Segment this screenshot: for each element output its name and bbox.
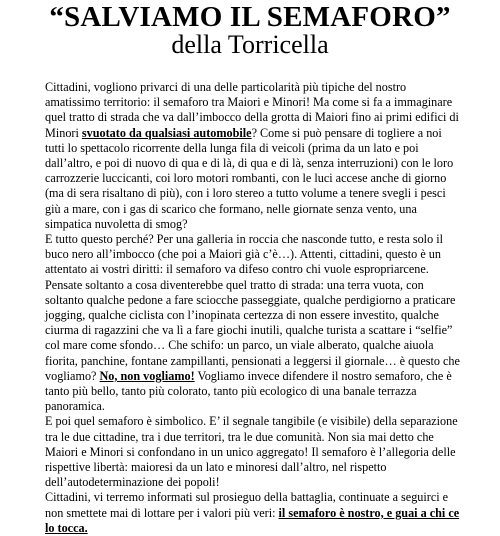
article-body <box>45 80 463 536</box>
emphasis-closing-slogan: il semaforo è nostro, e guai a chi ce lo tocca. <box>45 505 460 535</box>
paragraph-2-text-b: Vogliamo invece difendere il nostro semaforo, che è tanto più bello, tanto più colorato, tanto più ecologico di una banale terrazza panoramica. <box>45 368 452 414</box>
emphasis-no-we-dont: No, non vogliamo! <box>99 368 195 383</box>
emphasis-no-cars: svuotato da qualsiasi automobile <box>81 125 252 140</box>
paragraph-2 <box>45 232 463 414</box>
paragraph-1 <box>45 80 463 232</box>
paragraph-3: E poi quel semaforo è simbolico. E’ il segnale tangibile (e visibile) della separazione tra le due cittadine, tra i due territori, tra le due comunità. Non sia mai detto che Maiori e Minori si confondano in un unico aggregato! Il semaforo è l’allegoria delle rispettive libertà: maioresi da un lato e minoresi dall’altro, nel rispetto dell’autodeterminazione dei popoli! <box>45 414 458 490</box>
paragraph-4 <box>45 490 463 536</box>
page-subtitle: della Torricella <box>171 30 329 59</box>
paragraph-4-text: Cittadini, vi terremo informati sul prosieguo della battaglia, continuate a seguirci e non smettete mai di lottare per i valori più veri: <box>45 490 449 520</box>
paragraph-1-text-b: ? Come si può pensare di togliere a noi tutti lo spettacolo ricorrente della lunga fila di veicoli (prima da un lato e poi dall’altro, e poi di nuovo di qua e di là, di qua e di là, senza interruzioni) con le loro carrozzerie luccicanti, coi loro motori rombanti, con le luci accese anche di giorno (ma di sera risaltano di più), con i loro stereo a tutto volume a tenere svegli i pesci giù a mare, con i gas di scarico che formano, nelle giornate senza vento, una simpatica nuvoletta di smog? <box>45 125 454 231</box>
page-title: “SALVIAMO IL SEMAFORO” <box>49 1 451 33</box>
paragraph-2-text-a: E tutto questo perché? Per una galleria in roccia che nasconde tutto, e resta solo il buco nero all’imbocco (che poi a Maiori già c’è…). Attenti, cittadini, questo è un attentato ai vostri diritti: il semaforo va difeso contro chi vuole espropriarcene. Pensate soltanto a cosa diventerebbe quel tratto di strada: una terra vuota, con soltanto qualche pedone a fare sciocche passeggiate, qualche perdigiorno a praticare jogging, qualche ciclista con l’inopinata certezza di non essere investito, qualche ciurma di ragazzini che va lì a fare giochi inutili, qualche turista a scattare i “selfie” col mare come sfondo… Che schifo: un parco, un viale alberato, qualche aiuola fiorita, panchine, fontane zampillanti, pensionati a leggersi il giornale… è questo che vogliamo? <box>45 232 460 383</box>
paragraph-1-text-a: Cittadini, vogliono privarci di una delle particolarità più tipiche del nostro amatissimo territorio: il semaforo tra Maiori e Minori! Ma come si fa a immaginare quel tratto di strada che va dall’imbocco della grotta di Maiori fino ai primi edifici di Minori <box>45 80 459 140</box>
